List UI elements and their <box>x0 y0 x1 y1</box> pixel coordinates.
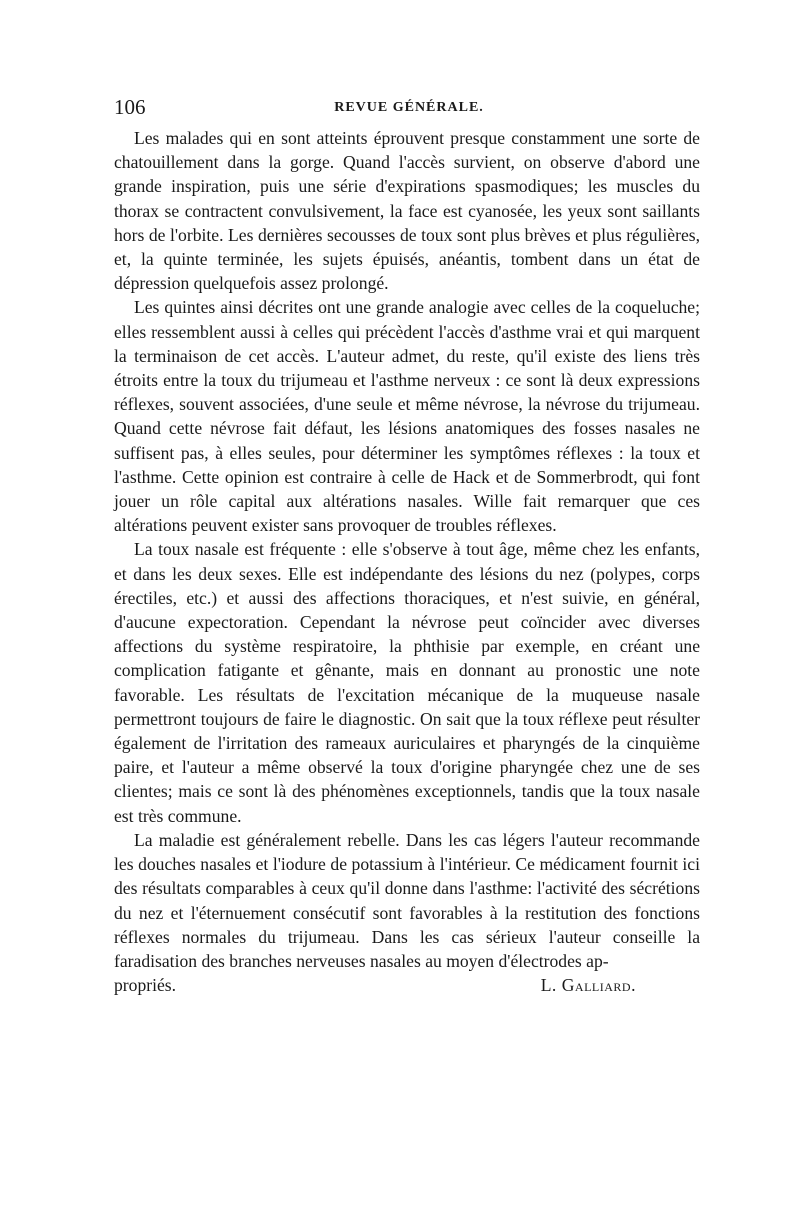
paragraph: La maladie est généralement rebelle. Dans les cas légers l'auteur recommande les douches nasales et l'iodure de potassium à l'intérieur. Ce médicament fournit ici des résultats comparables à ceux qu'il donne dans l'asthme: l'activité des sécrétions du nez et l'éternuement consécutif sont favorables à la restitution des fonctions réflexes normales du trijumeau. Dans les cas sérieux l'auteur conseille la faradisation des branches nerveuses nasales au moyen d'électrodes ap- <box>114 829 700 971</box>
closing-line <box>114 973 700 997</box>
page-header <box>114 94 704 120</box>
paragraph: Les malades qui en sont atteints éprouvent presque constamment une sorte de chatouillement dans la gorge. Quand l'accès survient, on observe d'abord une grande inspiration, puis une série d'expirations spasmodiques; les muscles du thorax se contractent convulsivement, la face est cyanosée, les yeux sont saillants hors de l'orbite. Les dernières secousses de toux sont plus brèves et plus régulières, et, la quinte terminée, les sujets épuisés, anéantis, tombent dans un état de dépression quelquefois assez prolongé. <box>114 128 700 294</box>
page-number: 106 <box>114 95 146 119</box>
closing-word: propriés. <box>114 975 177 996</box>
author-signature: L. Galliard. <box>540 975 636 996</box>
article-body <box>114 126 700 997</box>
running-title: REVUE GÉNÉRALE. <box>334 100 484 115</box>
paragraph: La toux nasale est fréquente : elle s'observe à tout âge, même chez les enfants, et dans les deux sexes. Elle est indépendante des lésions du nez (polypes, corps érectiles, etc.) et aussi des affections thoraciques, et n'est suivie, en général, d'aucune expectoration. Cependant la névrose peut coïncider avec diverses affections du système respiratoire, la phthisie par exemple, en créant une complication fatigante et gênante, mais en donnant au pronostic une note favorable. Les résultats de l'excitation mécanique de la muqueuse nasale permettront toujours de faire le diagnostic. On sait que la toux réflexe peut résulter également de l'irritation des rameaux auriculaires et pharyngés de la cinquième paire, et l'auteur a même observé la toux d'origine pharyngée chez une de ses clientes; mais ce sont là des phénomènes exceptionnels, tandis que la toux nasale est très commune. <box>114 539 700 826</box>
paragraph: Les quintes ainsi décrites ont une grande analogie avec celles de la coqueluche; elles ressemblent aussi à celles qui précèdent l'accès d'asthme vrai et qui marquent la terminaison de cet accès. L'auteur admet, du reste, qu'il existe des liens très étroits entre la toux du trijumeau et l'asthme nerveux : ce sont là deux expressions réflexes, souvent associées, d'une seule et même névrose, la névrose du trijumeau. Quand cette névrose fait défaut, les lésions anatomiques des fosses nasales ne suffisent pas, à elles seules, pour déterminer les symptômes réflexes : la toux et l'asthme. Cette opinion est contraire à celle de Hack et de Sommerbrodt, qui font jouer un rôle capital aux altérations nasales. Wille fait remarquer que ces altérations peuvent exister sans provoquer de troubles réflexes. <box>114 297 700 536</box>
